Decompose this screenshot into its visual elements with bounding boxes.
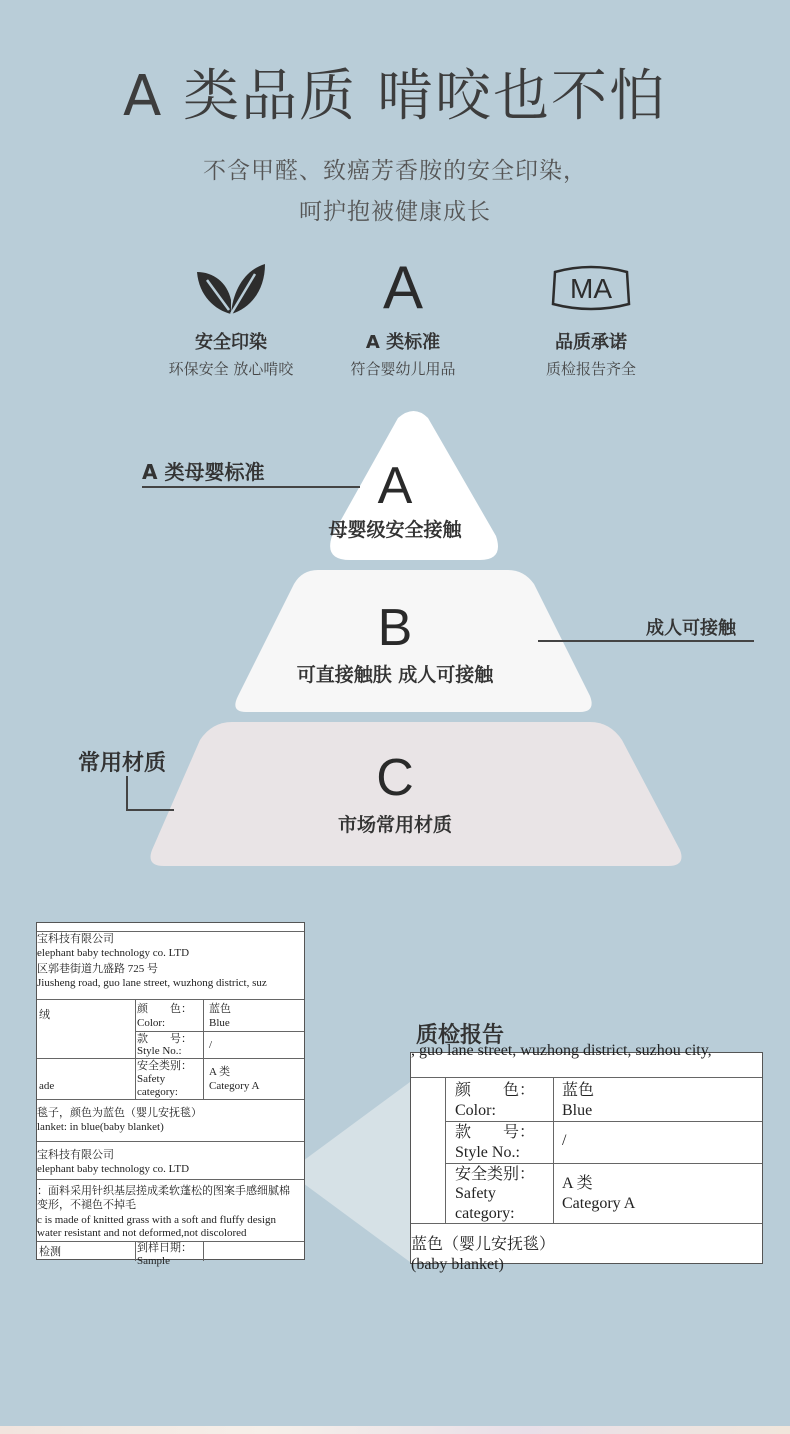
tier-a-desc: 母婴级安全接触 [328,519,462,541]
tier-a-letter: A [377,457,413,515]
feature-title: 品质承诺 [555,332,627,353]
feature-title: A 类标准 [365,332,441,353]
feature-title: 安全印染 [195,332,267,353]
label-b-adult: 成人可接触 [646,618,736,639]
svg-text:MA: MA [570,273,612,304]
feature-desc: 符合婴幼儿用品 [350,360,456,378]
tier-c-desc: 市场常用材质 [337,814,452,836]
subtitle-line-1: 不含甲醛、致癌芳香胺的安全印染， [203,158,587,184]
page-title: A 类品质 啃咬也不怕 [123,64,667,129]
feature-desc: 环保安全 放心啃咬 [168,360,294,378]
letter-a-icon: A [382,254,424,321]
tier-c-letter: C [376,749,414,807]
tier-b-letter: B [377,599,413,657]
report-zoomed: , guo lane street, wuzhong district, suzhou city, 颜 色： Color: 蓝色 Blue 款 号： Style No.: / 安全类别： Safety category: A 类 Category A 蓝色（婴儿安抚毯） (baby blanket) [410,1052,763,1264]
label-a-standard: A 类母婴标准 [142,460,265,484]
label-c-common: 常用材质 [78,751,167,776]
feature-desc: 质检报告齐全 [545,360,636,378]
report-thumbnail: 宝科技有限公司 elephant baby technology co. LTD 区郭巷街道九盛路 725 号 Jiusheng road, guo lane street, wuzhong district, suz 绒 颜 色： Color: 蓝色 Blue 款 号： Style No.: / 安全类别： Safety category: A 类 Category A ade 毯子，颜色为蓝色（婴儿安抚毯） lanket: in blue(baby blanket) 宝科技有限公司 elephant baby technology co. LTD ：面料采用针织基层搓成柔软蓬松的图案手感细腻棉 变形，不褪色不掉毛 c is made of knitted grass with a soft and fluffy design water resistant and not deformed,not discolored 检测 到样日期： Sample [36,922,305,1260]
bottom-image-strip [0,1426,790,1434]
quality-report-title: 质检报告 [416,1023,505,1048]
tier-b-desc: 可直接触肤 成人可接触 [296,664,494,686]
subtitle-line-2: 呵护抱被健康成长 [299,199,491,225]
